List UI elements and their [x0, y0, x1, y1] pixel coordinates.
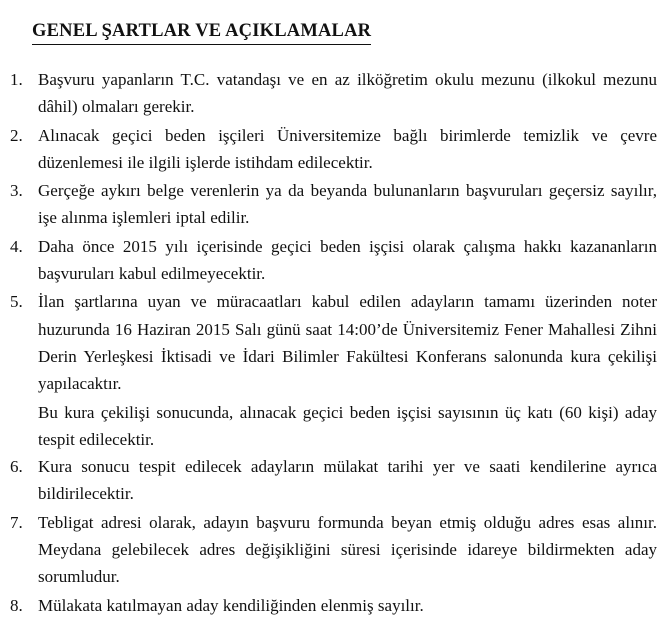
list-item — [0, 453, 670, 508]
list-item-text: Alınacak geçici beden işçileri Üniversitemize bağlı birimlerde temizlik ve çevre düzenlemesi ile ilgili işlerde istihdam edilecektir. — [38, 125, 657, 172]
list-item — [0, 509, 670, 591]
list-item-text: Daha önce 2015 yılı içerisinde geçici beden işçisi olarak çalışma hakkı kazananların başvuruları kabul edilmeyecektir. — [38, 236, 657, 284]
list-item-number: 7. — [10, 512, 23, 532]
list-item-number: 6. — [10, 457, 23, 477]
list-item-number: 1. — [10, 70, 23, 89]
list-item — [0, 592, 670, 619]
conditions-list — [0, 66, 670, 620]
list-item — [0, 122, 670, 177]
list-item-text: Gerçeğe aykırı belge verenlerin ya da beyanda bulunanların başvuruları geçersiz sayılır, işe alınma işlemleri iptal edilir. — [38, 181, 657, 228]
list-item-text: Kura sonucu tespit edilecek adayların mülakat tarihi yer ve saati kendilerine ayrıca bildirilecektir. — [38, 457, 657, 504]
list-item — [0, 233, 670, 288]
list-item-text: Tebligat adresi olarak, adayın başvuru formunda beyan etmiş olduğu adres esas alınır. Meydana gelebilecek adres değişikliğini süresi içerisinde idareye bildirmekten aday sorumludur. — [38, 512, 657, 587]
list-item-number: 5. — [10, 292, 23, 312]
list-item-text: İlan şartlarına uyan ve müracaatları kabul edilen adayların tamamı üzerinden noter huzurunda 16 Haziran 2015 Salı günü saat 14:00’de Üniversitemiz Fener Mahallesi Zihni Derin Yerleşkesi İktisadi ve İdari Bilimler Fakültesi Konferans salonunda kura çekilişi yapılacaktır. — [38, 292, 657, 394]
list-item-text: Mülakata katılmayan aday kendiliğinden elenmiş sayılır. — [38, 595, 424, 615]
list-item — [0, 288, 670, 397]
list-item-number: 4. — [10, 236, 23, 256]
list-item-number: 3. — [10, 181, 23, 201]
list-item — [0, 177, 670, 232]
list-item-subparagraph: Bu kura çekilişi sonucunda, alınacak geçici beden işçisi sayısının üç katı (60 kişi) aday tespit edilecektir. — [38, 402, 657, 449]
list-item-text: Başvuru yapanların T.C. vatandaşı ve en az ilköğretim okulu mezunu (ilkokul mezunu dâhil) olmaları gerekir. — [38, 70, 657, 117]
list-item-subparagraph-wrap — [0, 399, 670, 454]
list-item — [0, 66, 670, 121]
list-item-number: 8. — [10, 595, 23, 615]
page-title: GENEL ŞARTLAR VE AÇIKLAMALAR — [32, 20, 371, 45]
list-item-number: 2. — [10, 125, 23, 145]
